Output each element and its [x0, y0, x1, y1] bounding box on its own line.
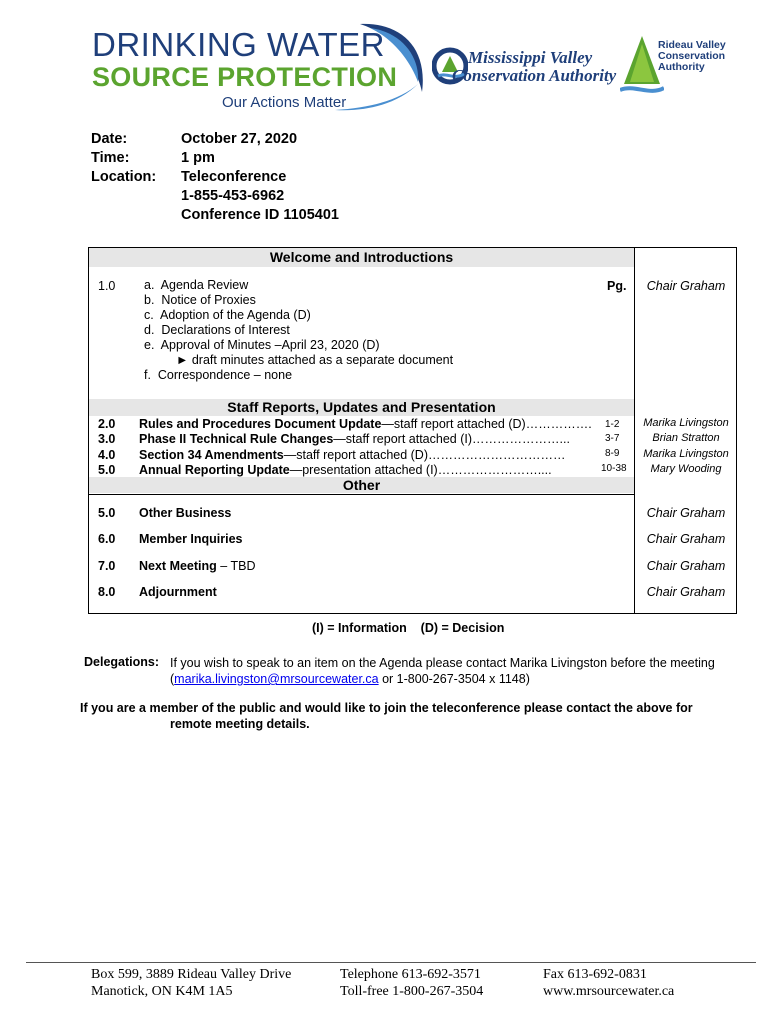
- section2-heading: Staff Reports, Updates and Presentation: [227, 399, 496, 415]
- fax: Fax 613-692-0831: [543, 967, 647, 982]
- list-item: e. Approval of Minutes –April 23, 2020 (D): [144, 338, 380, 352]
- toll-free: Toll-free 1-800-267-3504: [340, 984, 484, 999]
- section1-heading: Welcome and Introductions: [269, 249, 454, 265]
- divider: [89, 494, 634, 495]
- list-item: b. Notice of Proxies: [144, 293, 256, 307]
- row-title: Rules and Procedures Document Update: [139, 417, 382, 431]
- date-label: Date:: [91, 131, 128, 147]
- rv-logo-line1: Rideau Valley: [658, 39, 726, 51]
- public-note: [80, 700, 720, 732]
- row-page: 1-2: [605, 419, 620, 430]
- table-row-num: 4.0: [98, 448, 116, 462]
- row-presenter: Brian Stratton: [652, 432, 720, 444]
- address-line1: Box 599, 3889 Rideau Valley Drive: [91, 967, 292, 982]
- row-presenter: Mary Wooding: [650, 463, 722, 475]
- public-note-line2: remote meeting details.: [170, 717, 310, 731]
- row-title: Phase II Technical Rule Changes: [139, 432, 334, 446]
- list-item: ► draft minutes attached as a separate document: [176, 353, 454, 367]
- delegations-line2-rest: or 1-800-267-3504 x 1148): [378, 672, 530, 686]
- table-row-num: 7.0: [98, 559, 116, 573]
- row-title: Other Business: [139, 506, 232, 520]
- table-row-num: 2.0: [98, 417, 116, 431]
- decision-legend: (I) = Information (D) = Decision: [312, 621, 505, 635]
- list-item: d. Declarations of Interest: [144, 323, 290, 337]
- row-rest: —staff report attached (D)……………………………: [283, 448, 566, 462]
- meeting-values: [181, 130, 339, 225]
- row-rest: —presentation attached (I)……………………....: [289, 463, 552, 477]
- website: www.mrsourcewater.ca: [543, 984, 675, 999]
- row-page: 3-7: [605, 433, 620, 444]
- address-line2: Manotick, ON K4M 1A5: [91, 984, 233, 999]
- rv-logo-line3: Authority: [658, 61, 705, 73]
- footer-phone: [340, 966, 483, 1000]
- row-rest: —staff report attached (D)…………….: [381, 417, 592, 431]
- list-item: f. Correspondence – none: [144, 368, 293, 382]
- list-item: a. Agenda Review: [144, 278, 249, 292]
- location-value: Teleconference: [181, 169, 287, 185]
- row-presenter: Chair Graham: [646, 585, 726, 599]
- section3-heading: Other: [342, 477, 381, 493]
- rv-logo-text: [658, 40, 726, 73]
- telephone: Telephone 613-692-3571: [340, 967, 481, 982]
- table-row-num: 5.0: [98, 506, 116, 520]
- date-value: October 27, 2020: [181, 131, 298, 147]
- delegations-line2: [170, 671, 715, 687]
- row-title: Annual Reporting Update: [139, 463, 290, 477]
- mv-logo-line2: Conservation Authority: [452, 66, 617, 85]
- delegations-text: [170, 655, 715, 687]
- column-divider: [634, 247, 635, 614]
- time-label: Time:: [91, 150, 130, 166]
- paren: (: [170, 672, 175, 686]
- row-page: 10-38: [601, 463, 627, 474]
- dw-logo-tagline: Our Actions Matter: [222, 94, 347, 111]
- row-page: 8-9: [605, 448, 620, 459]
- location-label: Location:: [91, 169, 157, 185]
- delegations-label: Delegations:: [84, 655, 160, 669]
- dw-logo-line1: DRINKING WATER: [92, 26, 385, 63]
- email-link[interactable]: marika.livingston@mrsourcewater.ca: [174, 672, 379, 686]
- row-title: Member Inquiries: [139, 532, 243, 546]
- table-row: [139, 448, 566, 462]
- row-rest: – TBD: [216, 559, 256, 573]
- table-row-num: 6.0: [98, 532, 116, 546]
- table-row-num: 8.0: [98, 585, 116, 599]
- dw-logo-line2: SOURCE PROTECTION: [92, 62, 398, 92]
- dw-swoosh-icon: [330, 22, 430, 112]
- row-title: Adjournment: [139, 585, 217, 599]
- section1-chair: Chair Graham: [646, 279, 726, 293]
- mv-logo-line1: Mississippi Valley: [468, 48, 593, 67]
- table-row-num: 3.0: [98, 432, 116, 446]
- table-row: [139, 463, 552, 477]
- row-presenter: Chair Graham: [646, 532, 726, 546]
- row-title: Next Meeting: [139, 559, 217, 573]
- table-row: [139, 417, 592, 431]
- row-presenter: Marika Livingston: [643, 417, 729, 429]
- row-presenter: Chair Graham: [646, 506, 726, 520]
- delegations-line1: If you wish to speak to an item on the Agenda please contact Marika Livingston before the meeting: [170, 656, 715, 670]
- meeting-labels: [91, 130, 156, 187]
- page-column-header: Pg.: [607, 279, 627, 293]
- phone-value: 1-855-453-6962: [181, 188, 285, 204]
- row-title: Section 34 Amendments: [139, 448, 284, 462]
- section1-items: [144, 278, 453, 383]
- row-presenter: Chair Graham: [646, 559, 726, 573]
- footer-web: [543, 966, 674, 1000]
- row-rest: —staff report attached (I)…………………...: [333, 432, 570, 446]
- conference-id-value: Conference ID 1105401: [181, 207, 339, 223]
- list-item: c. Adoption of the Agenda (D): [144, 308, 311, 322]
- table-row-num: 5.0: [98, 463, 116, 477]
- section1-num: 1.0: [98, 279, 116, 293]
- footer-address: [91, 966, 291, 1000]
- rv-logo-line2: Conservation: [658, 50, 726, 62]
- row-presenter: Marika Livingston: [643, 448, 729, 460]
- public-note-line1: If you are a member of the public and would like to join the teleconference please contact the above for: [80, 701, 693, 715]
- table-row: [139, 432, 570, 446]
- footer-divider: [26, 962, 756, 963]
- table-row: [139, 559, 255, 573]
- time-value: 1 pm: [181, 150, 215, 166]
